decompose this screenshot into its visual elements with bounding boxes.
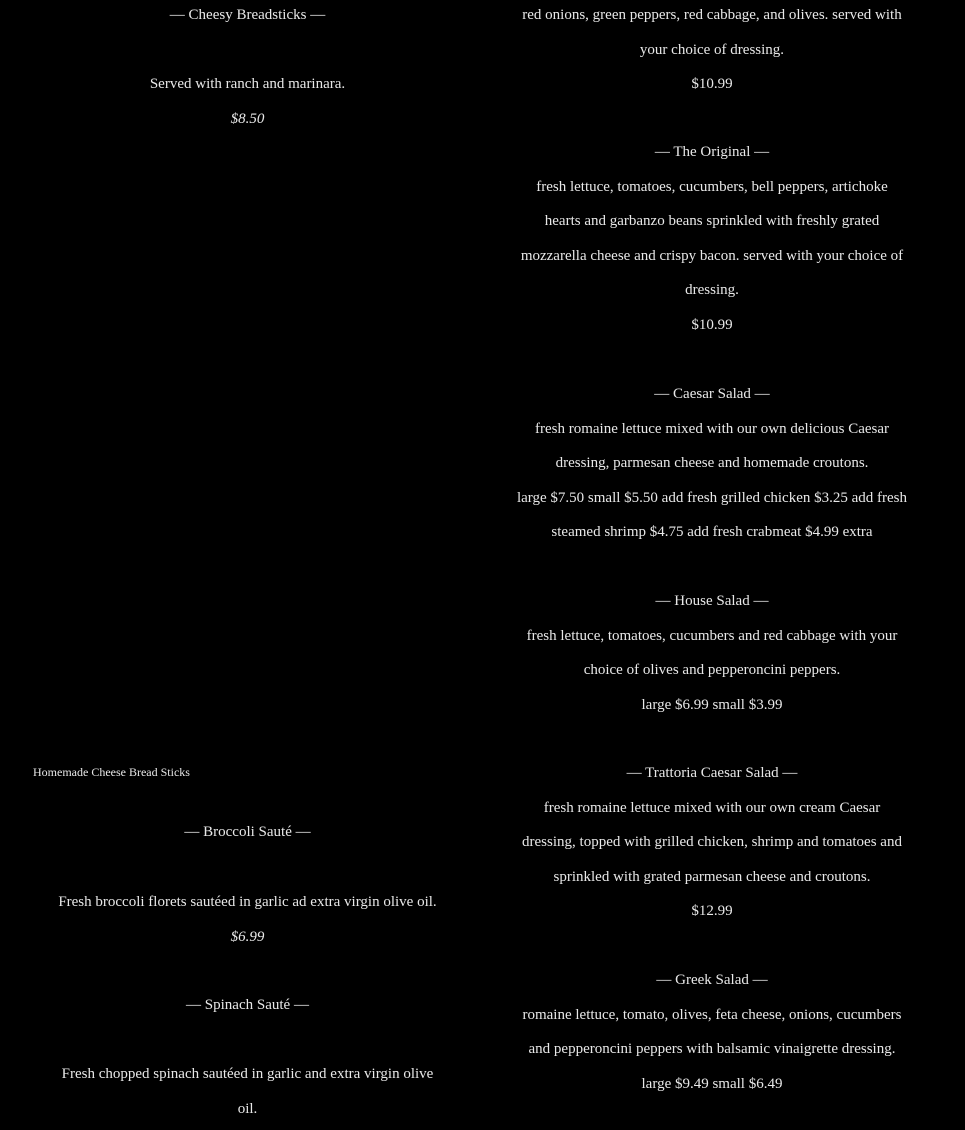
item-description: choice of olives and pepperoncini peppers.: [583, 662, 841, 678]
left-menu-column: [30, 0, 465, 1130]
item-description: oil.: [237, 1100, 258, 1117]
item-description: fresh romaine lettuce mixed with our own cream Caesar: [543, 799, 881, 816]
menu-item-the-original: [497, 135, 927, 342]
item-price: large $9.49 small $6.49: [641, 1075, 783, 1092]
menu-item-broccoli-saute: [30, 815, 465, 850]
item-description: red onions, green peppers, red cabbage, and olives. served with: [522, 7, 902, 23]
item-description: and pepperoncini peppers with balsamic vinaigrette dressing.: [528, 1041, 896, 1057]
item-price: $10.99: [691, 76, 733, 92]
item-title: — Greek Salad —: [656, 972, 768, 988]
item-price: steamed shrimp $4.75 add fresh crabmeat $4.99 extra: [551, 524, 873, 540]
item-description: Fresh broccoli florets sautéed in garlic ad extra virgin olive oil.: [58, 894, 437, 910]
item-title: — Cheesy Breadsticks —: [169, 7, 326, 23]
item-description: Fresh chopped spinach sautéed in garlic and extra virgin olive: [61, 1066, 434, 1082]
item-price: large $6.99 small $3.99: [641, 696, 783, 713]
item-description: dressing.: [685, 282, 739, 298]
item-price: $8.50: [230, 110, 265, 127]
item-title: — House Salad —: [655, 593, 769, 609]
item-description: hearts and garbanzo beans sprinkled with freshly grated: [544, 213, 880, 229]
right-menu-column: [497, 0, 927, 1130]
item-price: $12.99: [691, 903, 733, 919]
item-title: — Spinach Sauté —: [186, 997, 309, 1013]
item-description: Served with ranch and marinara.: [149, 76, 346, 92]
item-price: $6.99: [230, 928, 265, 945]
image-caption: Homemade Cheese Bread Sticks: [33, 765, 190, 779]
item-title: — Trattoria Caesar Salad —: [626, 765, 798, 781]
menu-item-cheesy-breadsticks: [30, 0, 465, 33]
item-description: dressing, parmesan cheese and homemade croutons.: [555, 455, 869, 471]
item-description: fresh lettuce, tomatoes, cucumbers, bell peppers, artichoke: [536, 178, 888, 195]
item-title: — The Original —: [654, 144, 770, 160]
menu-item-house-salad: [497, 584, 927, 722]
menu-item-spinach-saute: [30, 988, 465, 1023]
menu-item-trattoria-caesar-salad: [497, 756, 927, 929]
item-description: your choice of dressing.: [639, 41, 785, 58]
item-description: sprinkled with grated parmesan cheese and croutons.: [553, 868, 871, 885]
menu-item-caesar-salad: [497, 377, 927, 550]
item-title: — Broccoli Sauté —: [184, 824, 311, 840]
item-description: fresh lettuce, tomatoes, cucumbers and red cabbage with your: [526, 627, 898, 644]
item-title: — Caesar Salad —: [654, 386, 770, 402]
item-description: mozzarella cheese and crispy bacon. served with your choice of: [520, 247, 904, 264]
menu-item-greek-salad: [497, 963, 927, 1101]
item-description: dressing, topped with grilled chicken, shrimp and tomatoes and: [522, 834, 902, 850]
item-price: $10.99: [691, 316, 733, 333]
item-price: large $7.50 small $5.50 add fresh grilled chicken $3.25 add fresh: [516, 489, 908, 506]
menu-item-top: [497, 0, 927, 102]
item-description: fresh romaine lettuce mixed with our own delicious Caesar: [534, 420, 890, 437]
item-description: romaine lettuce, tomato, olives, feta cheese, onions, cucumbers: [522, 1006, 902, 1023]
